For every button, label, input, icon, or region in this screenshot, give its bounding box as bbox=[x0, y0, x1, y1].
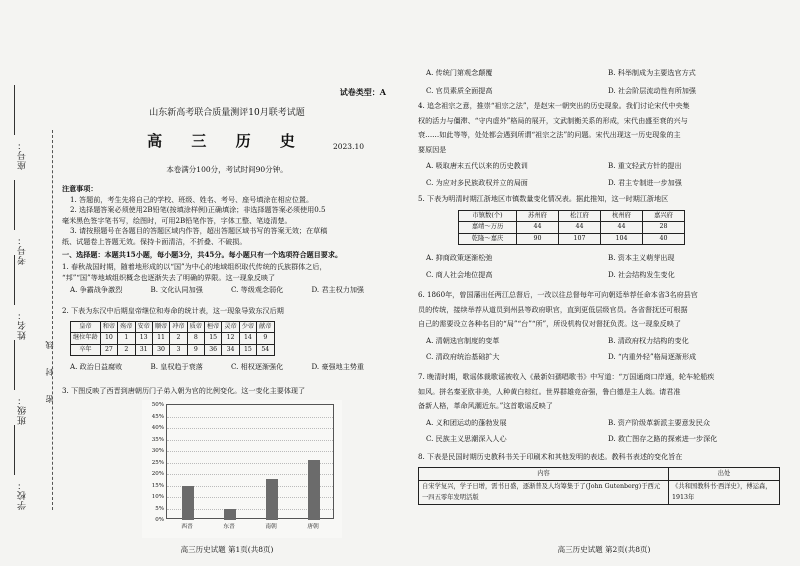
table-row bbox=[459, 233, 685, 245]
q4-stem-line: 权的活力与僵滞、“守内虚外”格局的展开，文武制衡关系的形成，宋代由盛至衰的兴与 bbox=[418, 115, 688, 125]
officials-ratio-chart bbox=[142, 400, 342, 538]
q8-table bbox=[418, 467, 780, 506]
q1-stem-line: 1. 春秋战国时期，随着地形成的以“国”为中心的地域组织取代传统的氏族群体之后， bbox=[62, 262, 327, 271]
y-tick-label: 0% bbox=[155, 517, 164, 523]
q6-options bbox=[418, 336, 790, 363]
table-row bbox=[419, 481, 780, 505]
exam-no-line bbox=[14, 180, 15, 230]
gridline bbox=[167, 440, 333, 441]
q5-table bbox=[458, 210, 685, 246]
table-cell: 9 bbox=[257, 333, 274, 345]
page-1 bbox=[62, 0, 392, 566]
table-cell: 殇帝 bbox=[118, 321, 135, 333]
table-row bbox=[459, 222, 685, 234]
table-cell: 松江府 bbox=[559, 210, 601, 222]
table-row bbox=[71, 333, 275, 345]
table-cell: 36 bbox=[205, 344, 222, 356]
table-cell: 107 bbox=[559, 233, 601, 245]
table-cell: 安帝 bbox=[135, 321, 152, 333]
gridline bbox=[167, 417, 333, 418]
y-tick-label: 20% bbox=[151, 471, 164, 477]
table-cell: 90 bbox=[517, 233, 559, 245]
table-cell: 和帝 bbox=[100, 321, 117, 333]
note-line: 2. 选择题答案必须使用2B铅笔(按填涂样例)正确填涂；非选择题答案必须使用0.5 bbox=[70, 205, 326, 215]
bar-3 bbox=[308, 460, 320, 520]
table-cell: 嘉兴府 bbox=[643, 210, 685, 222]
table-cell: 卒年 bbox=[71, 344, 101, 356]
y-tick-label: 5% bbox=[155, 505, 164, 512]
binding-margin bbox=[0, 0, 58, 566]
q2-option-d: D. 豪强地主势重 bbox=[311, 362, 365, 372]
q6-stem-line: 员的传统，接续举荐从道员到州县等政府职官，直到更低层级官员。各省督抚还可根据 bbox=[418, 304, 688, 314]
x-tick-label: 唐朝 bbox=[307, 524, 319, 530]
q7-stem-line: 7. 晚清时期，歌谣体裁歌谣被收入《最新妇孺唱歌书》中写道：“万国通商口岸通，轮车轮船疾 bbox=[418, 372, 715, 381]
q6-option-c: C. 清政府统治基础扩大 bbox=[426, 352, 500, 362]
q3-option-d: D. 社会阶层流动性有所加强 bbox=[608, 85, 696, 95]
q6-stem-line: 自己的需要设立各种名目的“局”“台”“所”，所设机构仅对督抚负责。这一现象反映了 bbox=[418, 319, 681, 329]
name-line bbox=[14, 255, 15, 305]
y-tick-label: 25% bbox=[151, 459, 164, 466]
table-cell: 市镇数(个) bbox=[459, 210, 517, 222]
question-2 bbox=[62, 306, 392, 373]
table-cell: 44 bbox=[601, 222, 643, 234]
table-cell: 出处 bbox=[669, 467, 780, 481]
y-tick-label: 15% bbox=[151, 482, 164, 489]
table-cell: 2 bbox=[170, 333, 187, 345]
question-1 bbox=[62, 262, 392, 296]
table-cell: 14 bbox=[239, 333, 256, 345]
q2-stem: 2. 下表为东汉中后期皇帝继位和寿命的统计表，这一现象导致东汉后期 bbox=[62, 306, 284, 315]
table-row bbox=[71, 344, 275, 356]
q3-option-a: A. 传统门第观念颠覆 bbox=[426, 68, 493, 77]
q4-stem-line: 4. 追念祖宗之意，推崇“祖宗之法”，是赵宋一朝突出的历史现象。我们讨论宋代中央集 bbox=[418, 101, 690, 110]
q5-stem: 5. 下表为明清时期江浙地区市镇数量变化情况表。据此推知，这一时期江浙地区 bbox=[418, 194, 669, 203]
page-2 bbox=[418, 0, 790, 566]
q7-option-b: B. 资产阶级革新派主要意发民众 bbox=[608, 417, 710, 427]
q6-option-a: A. 清朝选官制度的变革 bbox=[426, 335, 500, 345]
exam-date: 2023.10 bbox=[332, 142, 364, 151]
q4-stem-line: 要原因是 bbox=[418, 144, 447, 154]
q7-stem-line: 备新人格，革命风潮近东。”这首歌谣反映了 bbox=[418, 401, 553, 411]
table-cell: 2 bbox=[118, 344, 135, 356]
q6-option-d: D. “内重外轻”格局逐渐形成 bbox=[608, 352, 697, 362]
table-cell: 少帝 bbox=[239, 321, 256, 333]
paper-type: 试卷类型：A bbox=[339, 87, 386, 97]
q1-stem-line: “邦”“国”等地域组织概念也逐渐失去了明确的界限。这一现象反映了 bbox=[62, 272, 276, 282]
table-cell: 《共和国教科书·西洋史》，傅运森，1913年 bbox=[669, 481, 780, 505]
seat-no-label: 座号： bbox=[18, 140, 28, 170]
table-cell: 内容 bbox=[419, 467, 669, 481]
q4-stem-line: 衰……如此等等，处处都会遇到所谓“祖宗之法”的问题。宋代出现这一历史现象的主 bbox=[418, 130, 681, 140]
q4-options bbox=[418, 161, 790, 188]
table-cell: 1 bbox=[118, 333, 135, 345]
table-cell: 40 bbox=[643, 233, 685, 245]
question-5 bbox=[418, 194, 790, 281]
school-line bbox=[14, 425, 15, 475]
bar-2 bbox=[266, 479, 278, 520]
table-cell: 31 bbox=[135, 344, 152, 356]
bar-0 bbox=[182, 486, 194, 521]
table-cell: 献帝 bbox=[257, 321, 274, 333]
q8-stem: 8. 下表是民国时期历史教科书关于印刷术和其他发明的表述。教科书表述的变化旨在 bbox=[418, 452, 683, 461]
table-cell: 皇帝 bbox=[71, 321, 101, 333]
table-row bbox=[71, 321, 275, 333]
question-7 bbox=[418, 372, 790, 445]
table-cell: 嘉靖～万历 bbox=[459, 222, 517, 234]
q2-option-b: B. 皇权趋于衰落 bbox=[150, 362, 203, 372]
seal-line-label: 密 封 线 bbox=[45, 340, 54, 403]
y-tick-label: 35% bbox=[151, 436, 164, 443]
name-label: 姓名： bbox=[18, 310, 28, 340]
y-tick-label: 40% bbox=[151, 425, 164, 431]
exam-no-label: 考号： bbox=[18, 235, 28, 265]
question-4 bbox=[418, 101, 790, 189]
notes-title: 注意事项： bbox=[62, 184, 98, 193]
table-cell: 27 bbox=[100, 344, 117, 356]
school-label: 学校： bbox=[18, 480, 28, 510]
table-cell: 质帝 bbox=[187, 321, 204, 333]
table-cell: 12 bbox=[222, 333, 239, 345]
q3-option-b: B. 科举制成为主要选官方式 bbox=[608, 68, 696, 77]
table-cell: 104 bbox=[601, 233, 643, 245]
table-row bbox=[459, 210, 685, 222]
seat-no-line bbox=[14, 85, 15, 135]
chart-plot-area bbox=[166, 404, 334, 519]
table-cell: 3 bbox=[170, 344, 187, 356]
class-label: 班级： bbox=[18, 395, 28, 425]
section-1-heading: 一、选择题：本题共15小题，每小题3分，共45分。每小题只有一个选项符合题目要求。 bbox=[62, 250, 343, 259]
table-cell: 30 bbox=[152, 344, 169, 356]
table-cell: 44 bbox=[559, 222, 601, 234]
q3-stem: 3. 下图反映了西晋到唐朝历门子弟入朝为官的比例变化。这一变化主要体现了 bbox=[62, 386, 306, 395]
table-cell: 15 bbox=[239, 344, 256, 356]
gridline bbox=[167, 451, 333, 452]
subject-title: 高 三 历 史 bbox=[147, 132, 307, 150]
table-cell: 54 bbox=[257, 344, 274, 356]
table-cell: 28 bbox=[643, 222, 685, 234]
table-cell: 44 bbox=[517, 222, 559, 234]
q1-option-a: A. 争霸战争激烈 bbox=[70, 285, 123, 295]
q7-options bbox=[418, 418, 790, 445]
q1-option-c: C. 等级观念弱化 bbox=[231, 285, 284, 295]
q2-option-a: A. 政治日益腐败 bbox=[70, 362, 123, 372]
x-tick-label: 西晋 bbox=[181, 524, 193, 530]
q3-option-c: C. 官员素质全面提高 bbox=[426, 85, 493, 95]
table-cell: 乾隆～嘉庆 bbox=[459, 233, 517, 245]
q5-option-b: B. 资本主义萌芽出现 bbox=[608, 253, 675, 263]
note-line: 纸、试题卷上答题无效。保持卡面清洁，不折叠、不破损。 bbox=[62, 236, 247, 246]
note-line: 3. 请按照题号在各题目的答题区域内作答，超出答题区域书写的答案无效；在草稿 bbox=[70, 226, 328, 236]
y-tick-label: 45% bbox=[151, 413, 164, 420]
table-cell: 13 bbox=[135, 333, 152, 345]
q5-option-d: D. 社会结构发生变化 bbox=[608, 269, 675, 279]
table-cell: 34 bbox=[222, 344, 239, 356]
q6-option-b: B. 清政府权力结构的变化 bbox=[608, 335, 689, 345]
table-row bbox=[419, 467, 780, 481]
q7-option-a: A. 义和团运动的蓬勃发展 bbox=[426, 417, 507, 427]
page-2-footer: 高三历史试题 第2页(共8页) bbox=[557, 545, 651, 554]
q7-option-d: D. 救亡图存之路的探索进一步深化 bbox=[608, 434, 718, 444]
q5-option-c: C. 商人社会地位提高 bbox=[426, 269, 493, 279]
q4-option-c: C. 为应对多民族政权并立的局面 bbox=[426, 177, 528, 187]
q2-table bbox=[70, 321, 275, 357]
y-tick-label: 30% bbox=[151, 448, 164, 454]
page-1-footer: 高三历史试题 第1页(共8页) bbox=[180, 545, 274, 554]
q4-option-d: D. 君主专制进一步加强 bbox=[608, 177, 682, 187]
table-cell: 自宋学复兴，学子日增，需书日盛，逐渐普及人均筹集于了(John Gutenberg)于西元一四五零年发明活版 bbox=[419, 481, 669, 505]
table-cell: 苏州府 bbox=[517, 210, 559, 222]
question-6 bbox=[418, 290, 790, 363]
class-line bbox=[14, 340, 15, 390]
bar-1 bbox=[224, 509, 236, 521]
q6-stem-line: 6. 1860年，曾国藩出任两江总督后，一改以往总督每年可向朝廷举荐任命本省3名府县官 bbox=[418, 290, 698, 299]
q5-options bbox=[418, 253, 790, 280]
x-tick-label: 东晋 bbox=[223, 524, 235, 530]
q4-option-b: B. 重文轻武方针的提出 bbox=[608, 161, 682, 171]
q7-option-c: C. 民族主义思潮深入人心 bbox=[426, 434, 507, 444]
table-cell: 9 bbox=[187, 344, 204, 356]
q5-option-a: A. 抑商政策逐渐松弛 bbox=[426, 253, 493, 263]
q4-option-a: A. 吸取唐末五代以来的历史教训 bbox=[426, 161, 528, 171]
q3-options-block bbox=[418, 68, 790, 96]
exam-title: 山东新高考联合质量测评10月联考试题 bbox=[149, 108, 305, 118]
table-cell: 灵帝 bbox=[222, 321, 239, 333]
notes-block bbox=[62, 184, 392, 248]
note-line: 1. 答题前，考生先将自己的学校、班级、姓名、考号、座号填涂在相应位置。 bbox=[70, 194, 314, 204]
q1-option-d: D. 君主权力加强 bbox=[311, 285, 365, 295]
table-cell: 10 bbox=[100, 333, 117, 345]
y-tick-label: 10% bbox=[151, 494, 164, 500]
table-cell: 15 bbox=[205, 333, 222, 345]
note-line: 毫米黑色签字笔书写，绘图时，可用2B铅笔作答，字体工整、笔迹清楚。 bbox=[62, 215, 292, 225]
y-tick-label: 50% bbox=[151, 402, 164, 408]
question-8 bbox=[418, 452, 790, 505]
q3-options bbox=[418, 68, 790, 96]
table-cell: 顺帝 bbox=[152, 321, 169, 333]
table-cell: 继位年龄 bbox=[71, 333, 101, 345]
q2-options bbox=[62, 362, 392, 373]
score-info: 本卷满分100分，考试时间90分钟。 bbox=[166, 165, 288, 174]
gridline bbox=[167, 428, 333, 429]
q1-option-b: B. 文化认同加强 bbox=[150, 285, 203, 295]
table-cell: 冲帝 bbox=[170, 321, 187, 333]
q1-options bbox=[62, 285, 392, 296]
x-tick-label: 南朝 bbox=[265, 524, 277, 530]
table-cell: 杭州府 bbox=[601, 210, 643, 222]
table-cell: 桓帝 bbox=[205, 321, 222, 333]
seal-dashed-line bbox=[52, 130, 53, 510]
table-cell: 8 bbox=[187, 333, 204, 345]
q2-option-c: C. 相权逐渐强化 bbox=[231, 362, 284, 372]
table-cell: 11 bbox=[152, 333, 169, 345]
q7-stem-line: 如风。拼名秦亚欧非美，人种黄白棕红。世界群雄竞奋强，鲁白德是主人翁。请君准 bbox=[418, 386, 681, 396]
